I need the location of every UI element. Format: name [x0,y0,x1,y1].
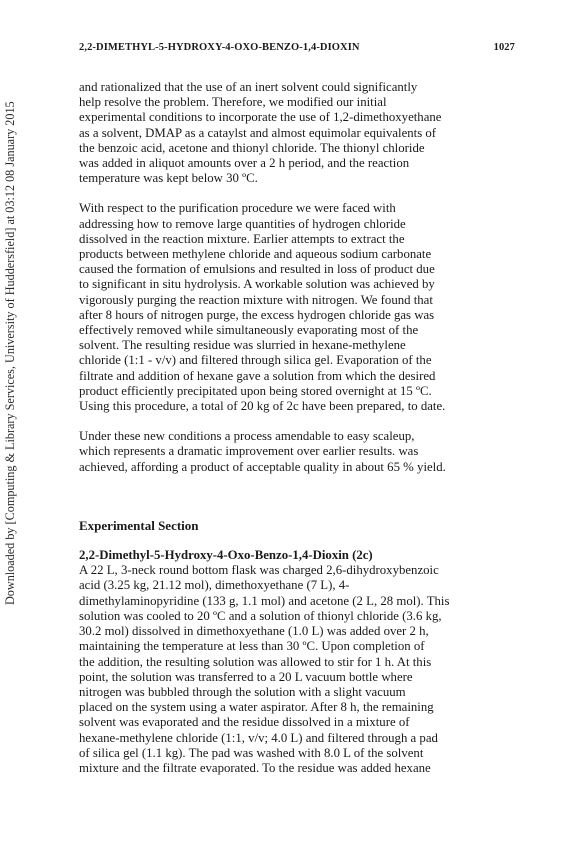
text-line: was added in aliquot amounts over a 2 h period, and the reaction [79,156,410,171]
text-line: 30.2 mol) dissolved in dimethoxyethane (1.0 L) was added over 2 h, [79,624,429,639]
text-line: product efficiently precipitated upon being stored overnight at 15 ºC. [79,383,432,398]
text-line: vigorously purging the reaction mixture with nitrogen. We found that [79,292,433,307]
text-line: A 22 L, 3-neck round bottom flask was charged 2,6-dihydroxybenzoic [79,563,439,578]
text-line: solvent. The resulting residue was slurried in hexane-methylene [79,338,406,353]
running-title: 2,2-DIMETHYL-5-HYDROXY-4-OXO-BENZO-1,4-DIOXIN [79,42,360,53]
text-line: as a solvent, DMAP as a cataylst and almost equimolar equivalents of [79,125,437,140]
text-line: the addition, the resulting solution was allowed to stir for 1 h. At this [79,654,432,669]
experimental-paragraph [79,563,519,776]
text-line: achieved, affording a product of acceptable quality in about 65 % yield. [79,459,446,474]
text-line: of silica gel (1.1 kg). The pad was washed with 8.0 L of the solvent [79,745,424,760]
text-line: temperature was kept below 30 ºC. [79,171,258,186]
text-line: after 8 hours of nitrogen purge, the excess hydrogen chloride gas was [79,307,435,322]
text-line: maintaining the temperature at less than 30 ºC. Upon completion of [79,639,425,654]
text-line: chloride (1:1 - v/v) and filtered through silica gel. Evaporation of the [79,353,432,368]
download-notice: Downloaded by [Computing & Library Services, University of Huddersfield] at 03:12 08 January 2015 [3,101,17,605]
text-line: dissolved in the reaction mixture. Earlier attempts to extract the [79,231,405,246]
text-line: Using this procedure, a total of 20 kg of 2c have been prepared, to date. [79,399,446,414]
text-line: which represents a dramatic improvement over earlier results. was [79,444,419,459]
text-line: to significant in situ hydrolysis. A workable solution was achieved by [79,277,435,292]
text-line: filtrate and addition of hexane gave a solution from which the desired [79,368,436,383]
page-number: 1027 [493,42,515,53]
text-line: effectively removed while simultaneously evaporating most of the [79,323,419,338]
paragraph-3 [79,429,519,475]
text-line: solution was cooled to 20 ºC and a solution of thionyl chloride (3.6 kg, [79,608,442,623]
text-line: point, the solution was transferred to a 20 L vacuum bottle where [79,669,413,684]
text-line: addressing how to remove large quantities of hydrogen chloride [79,216,406,231]
page-body [79,80,519,776]
text-line: placed on the system using a water aspirator. After 8 h, the remaining [79,700,434,715]
text-line: mixture and the filtrate evaporated. To the residue was added hexane [79,760,431,775]
text-line: and rationalized that the use of an inert solvent could significantly [79,80,418,94]
paragraph-1 [79,80,519,186]
text-line: dimethylaminopyridine (133 g, 1.1 mol) and acetone (2 L, 28 mol). This [79,593,450,608]
text-line: nitrogen was bubbled through the solution with a slight vacuum [79,684,406,699]
text-line: solvent was evaporated and the residue dissolved in a mixture of [79,715,410,730]
text-line: hexane-methylene chloride (1:1, v/v; 4.0 L) and filtered through a pad [79,730,438,745]
text-line: help resolve the problem. Therefore, we modified our initial [79,95,387,110]
running-head [79,42,515,53]
text-line: products between methylene chloride and aqueous sodium carbonate [79,247,432,262]
text-line: With respect to the purification procedure we were faced with [79,201,396,216]
text-line: the benzoic acid, acetone and thionyl chloride. The thionyl chloride [79,140,425,155]
paragraph-2 [79,201,519,414]
compound-heading: 2,2-Dimethyl-5-Hydroxy-4-Oxo-Benzo-1,4-Dioxin (2c) [79,548,373,563]
text-line: caused the formation of emulsions and resulted in loss of product due [79,262,435,277]
section-heading: Experimental Section [79,517,199,533]
text-line: acid (3.25 kg, 21.12 mol), dimethoxyethane (7 L), 4- [79,578,350,593]
text-line: Under these new conditions a process amendable to easy scaleup, [79,429,415,444]
text-line: experimental conditions to incorporate the use of 1,2-dimethoxyethane [79,110,442,125]
